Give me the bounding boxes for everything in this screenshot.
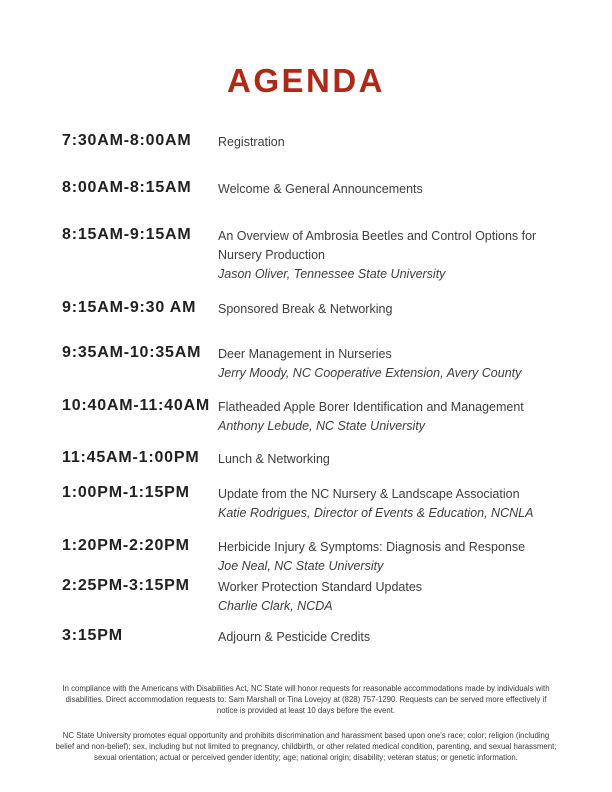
agenda-row-herbicide-injury: [62, 536, 562, 576]
agenda-time: 9:35AM-10:35AM: [62, 344, 202, 361]
agenda-time: 8:15AM-9:15AM: [62, 226, 192, 243]
session-title: Deer Management in Nurseries: [218, 347, 392, 361]
session-speaker: Katie Rodrigues, Director of Events & Education, NCNLA: [218, 506, 534, 520]
agenda-description: [218, 626, 558, 647]
agenda-description: [218, 483, 558, 523]
agenda-time: 8:00AM-8:15AM: [62, 179, 192, 196]
agenda-description: [218, 576, 558, 616]
agenda-description: [218, 131, 558, 152]
agenda-description: [218, 448, 558, 469]
agenda-time: 1:00PM-1:15PM: [62, 484, 190, 501]
session-speaker: Charlie Clark, NCDA: [218, 599, 333, 613]
session-title: An Overview of Ambrosia Beetles and Control Options for Nursery Production: [218, 229, 537, 262]
agenda-row-lunch: [62, 448, 562, 469]
session-title: Herbicide Injury & Symptoms: Diagnosis and Response: [218, 540, 526, 554]
session-speaker: Jerry Moody, NC Cooperative Extension, Avery County: [218, 366, 522, 380]
agenda-row-adjourn: [62, 626, 562, 647]
agenda-row-ambrosia-beetles: [62, 225, 562, 284]
agenda-description: [218, 298, 558, 319]
agenda-time: 3:15PM: [62, 627, 123, 644]
agenda-row-ncnla-update: [62, 483, 562, 523]
session-title: Flatheaded Apple Borer Identification and Management: [218, 400, 524, 414]
session-title: Lunch & Networking: [218, 452, 330, 466]
agenda-row-apple-borer: [62, 396, 562, 436]
agenda-time: 11:45AM-1:00PM: [62, 449, 200, 466]
session-speaker: Anthony Lebude, NC State University: [218, 419, 426, 433]
agenda-row-sponsored-break: [62, 298, 562, 319]
session-title: Sponsored Break & Networking: [218, 302, 393, 316]
session-title: Update from the NC Nursery & Landscape Association: [218, 487, 520, 501]
agenda-row-welcome: [62, 178, 562, 199]
agenda-time: 2:25PM-3:15PM: [62, 577, 190, 594]
session-speaker: Jason Oliver, Tennessee State University: [218, 267, 446, 281]
session-title: Adjourn & Pesticide Credits: [218, 630, 371, 644]
equal-opportunity-notice: NC State University promotes equal opportunity and prohibits discrimination and harassment based upon one's race; color; religion (including belief and non-belief); sex, including but not limited to pregnancy, childbirth, or other related medical condition, parenting, and sexual harassment; sexual orientation; actual or perceived gender identity; age; national origin; disability; veteran status; or genetic information.: [55, 731, 557, 762]
agenda-row-registration: [62, 131, 562, 152]
page-title: AGENDA: [226, 62, 385, 99]
agenda-description: [218, 178, 558, 199]
session-title: Welcome & General Announcements: [218, 182, 423, 196]
agenda-description: [218, 343, 558, 383]
ada-accommodation-notice: In compliance with the Americans with Disabilities Act, NC State will honor requests for reasonable accommodations made by individuals with disabilities. Direct accommodation requests to: Sam Marshall or Tina Lovejoy at (828) 757-1290. Requests can be served more effectively if notice is provided at least 10 days before the event.: [62, 684, 550, 715]
session-speaker: Joe Neal, NC State University: [218, 559, 384, 573]
agenda-description: [218, 536, 558, 576]
agenda-row-worker-protection: [62, 576, 562, 616]
agenda-time: 9:15AM-9:30 AM: [62, 299, 197, 316]
session-title: Worker Protection Standard Updates: [218, 580, 423, 594]
agenda-description: [218, 396, 558, 436]
agenda-description: [218, 225, 558, 284]
agenda-row-deer-management: [62, 343, 562, 383]
agenda-time: 1:20PM-2:20PM: [62, 537, 190, 554]
session-title: Registration: [218, 135, 285, 149]
agenda-time: 7:30AM-8:00AM: [62, 132, 192, 149]
agenda-time: 10:40AM-11:40AM: [62, 397, 211, 414]
